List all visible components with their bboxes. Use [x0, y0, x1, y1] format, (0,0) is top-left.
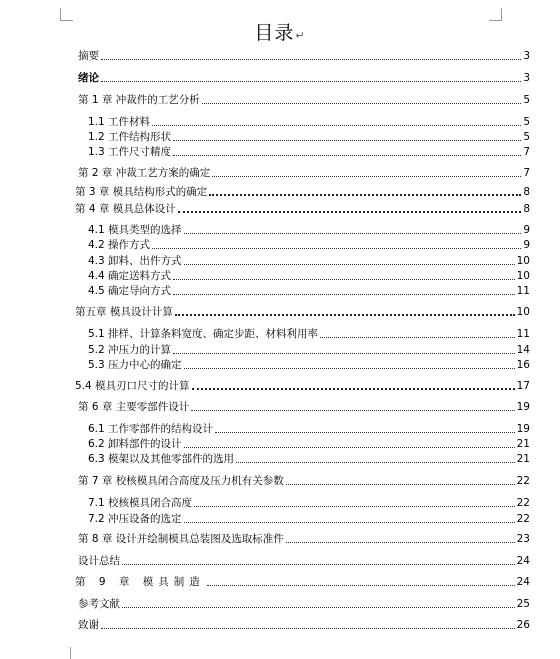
- toc-entry-page: 9: [523, 239, 530, 251]
- toc-entry-page: 23: [516, 533, 530, 545]
- toc-leader: [173, 155, 521, 156]
- paragraph-mark-icon: ↵: [295, 29, 306, 42]
- toc-leader: [184, 522, 515, 523]
- toc-leader: [286, 484, 515, 485]
- toc-entry-label: 第 7 章 校核模具闭合高度及压力机有关参数: [78, 475, 284, 487]
- toc-entry[interactable]: [88, 453, 530, 466]
- toc-entry[interactable]: [88, 146, 530, 159]
- toc-entry-label: 1.2 工件结构形状: [88, 131, 172, 143]
- toc-entry-page: 10: [516, 306, 530, 318]
- toc-entry-label: 第 1 章 冲裁件的工艺分析: [78, 94, 200, 106]
- toc-leader: [184, 368, 515, 369]
- toc-entry-label: 7.2 冲压设备的选定: [88, 513, 182, 525]
- toc-entry-label: 参考文献: [78, 598, 120, 610]
- toc-entry-label: 5.2 冲压力的计算: [88, 344, 172, 356]
- toc-leader: [175, 314, 515, 316]
- toc-entry-page: 26: [516, 619, 530, 631]
- toc-leader: [101, 628, 515, 629]
- toc-entry-page: 17: [516, 380, 530, 392]
- toc-entry[interactable]: [88, 423, 530, 436]
- toc-leader: [152, 125, 521, 126]
- toc-entry-label: 摘要: [78, 50, 99, 62]
- toc-leader: [178, 211, 522, 213]
- toc-entry-label: 7.1 校核模具闭合高度: [88, 497, 193, 509]
- toc-entry-label: 设计总结: [78, 555, 120, 567]
- toc-leader: [184, 233, 522, 234]
- toc-entry-label: 1.1 工件材料: [88, 116, 151, 128]
- toc-leader: [122, 607, 515, 608]
- toc-entry-page: 22: [516, 513, 530, 525]
- toc-entry[interactable]: [75, 186, 530, 199]
- toc-leader: [194, 506, 515, 507]
- toc-entry-page: 19: [516, 401, 530, 413]
- toc-leader: [320, 337, 515, 338]
- toc-entry[interactable]: [88, 285, 530, 298]
- toc-entry-page: 5: [523, 116, 530, 128]
- toc-leader: [101, 81, 521, 82]
- toc-entry[interactable]: [88, 513, 530, 526]
- toc-entry-page: 24: [516, 576, 530, 588]
- toc-entry-page: 5: [523, 94, 530, 106]
- toc-entry[interactable]: [78, 72, 530, 85]
- toc-entry[interactable]: [78, 401, 530, 414]
- toc-entry-label: 致谢: [78, 619, 99, 631]
- toc-leader: [215, 432, 515, 433]
- toc-entry[interactable]: [75, 203, 530, 216]
- toc-entry-page: 19: [516, 423, 530, 435]
- toc-leader: [191, 410, 514, 411]
- toc-entry[interactable]: [75, 576, 530, 589]
- toc-entry[interactable]: [88, 438, 530, 451]
- toc-entry[interactable]: [78, 475, 530, 488]
- toc-leader: [286, 542, 515, 543]
- toc-entry-label: 4.5 确定导向方式: [88, 285, 172, 297]
- toc-entry[interactable]: [75, 380, 530, 393]
- toc-entry-page: 24: [516, 555, 530, 567]
- toc-leader: [122, 564, 515, 565]
- toc-entry-page: 25: [516, 598, 530, 610]
- toc-entry[interactable]: [88, 359, 530, 372]
- toc-entry-page: 11: [516, 285, 530, 297]
- toc-entry[interactable]: [88, 116, 530, 129]
- toc-entry-label: 第 9 章 模具制造: [75, 576, 205, 588]
- toc-entry[interactable]: [88, 239, 530, 252]
- toc-entry[interactable]: [88, 328, 530, 341]
- toc-entry-page: 16: [516, 359, 530, 371]
- toc-entry-label: 4.4 确定送料方式: [88, 270, 172, 282]
- toc-entry[interactable]: [88, 270, 530, 283]
- toc-entry[interactable]: [78, 533, 530, 546]
- toc-entry-label: 6.2 卸料部件的设计: [88, 438, 182, 450]
- toc-entry-label: 第 4 章 模具总体设计: [75, 203, 176, 215]
- toc-leader: [192, 388, 515, 390]
- toc-leader: [184, 264, 515, 265]
- toc-entry[interactable]: [88, 131, 530, 144]
- toc-entry-page: 22: [516, 497, 530, 509]
- toc-leader: [209, 194, 521, 196]
- toc-leader: [173, 294, 515, 295]
- toc-entry-label: 4.1 模具类型的选择: [88, 224, 182, 236]
- toc-entry-label: 5.4 模具刃口尺寸的计算: [75, 380, 190, 392]
- toc-entry-label: 第 2 章 冲裁工艺方案的确定: [78, 167, 211, 179]
- toc-leader: [173, 279, 515, 280]
- toc-entry-page: 5: [523, 131, 530, 143]
- toc-entry[interactable]: [78, 619, 530, 632]
- toc-entry[interactable]: [78, 167, 530, 180]
- toc-leader: [152, 248, 521, 249]
- toc-leader: [207, 585, 515, 586]
- toc-leader: [236, 462, 515, 463]
- toc-entry-page: 22: [516, 475, 530, 487]
- toc-entry-page: 9: [523, 224, 530, 236]
- toc-entry-page: 21: [516, 453, 530, 465]
- toc-entry-page: 21: [516, 438, 530, 450]
- toc-leader: [101, 59, 521, 60]
- toc-entry-label: 第 6 章 主要零部件设计: [78, 401, 190, 413]
- toc-entry[interactable]: [78, 50, 530, 63]
- toc-entry-page: 8: [523, 186, 530, 198]
- toc-entry-page: 10: [516, 270, 530, 282]
- toc-leader: [212, 176, 521, 177]
- toc-entry-page: 11: [516, 328, 530, 340]
- toc-entry-page: 14: [516, 344, 530, 356]
- toc-entry-label: 6.1 工作零部件的结构设计: [88, 423, 214, 435]
- toc-entry-label: 6.3 模架以及其他零部件的选用: [88, 453, 235, 465]
- toc-entry-label: 5.1 排样、计算条料宽度、确定步距、材料利用率: [88, 328, 319, 340]
- toc-title-text: 目录: [254, 22, 295, 44]
- toc-entry-label: 4.2 操作方式: [88, 239, 151, 251]
- toc-leader: [173, 353, 515, 354]
- toc-entry[interactable]: [78, 94, 530, 107]
- toc-entry-label: 1.3 工件尺寸精度: [88, 146, 172, 158]
- toc-entry[interactable]: [78, 598, 530, 611]
- toc-entry-page: 7: [523, 167, 530, 179]
- toc-entry[interactable]: [78, 555, 530, 568]
- toc-entry-label: 第 3 章 模具结构形式的确定: [75, 186, 208, 198]
- toc-entry[interactable]: [75, 306, 530, 319]
- toc-entry-label: 5.3 压力中心的确定: [88, 359, 182, 371]
- toc-leader: [173, 140, 521, 141]
- toc-leader: [184, 447, 515, 448]
- toc-entry[interactable]: [88, 224, 530, 237]
- toc-entry[interactable]: [88, 497, 530, 510]
- toc-entry-label: 第五章 模具设计计算: [75, 306, 173, 318]
- toc-entry-label: 4.3 卸料、出件方式: [88, 255, 182, 267]
- toc-entry-page: 8: [523, 203, 530, 215]
- toc-entry-label: 第 8 章 设计并绘制模具总装图及选取标准件: [78, 533, 284, 545]
- toc-entry-page: 7: [523, 146, 530, 158]
- toc-entry[interactable]: [88, 255, 530, 268]
- toc-entry-page: 3: [523, 72, 530, 84]
- toc-entry[interactable]: [88, 344, 530, 357]
- toc-entry-page: 3: [523, 50, 530, 62]
- toc-entry-page: 10: [516, 255, 530, 267]
- toc-entry-label: 绪论: [78, 72, 99, 84]
- toc-leader: [202, 103, 522, 104]
